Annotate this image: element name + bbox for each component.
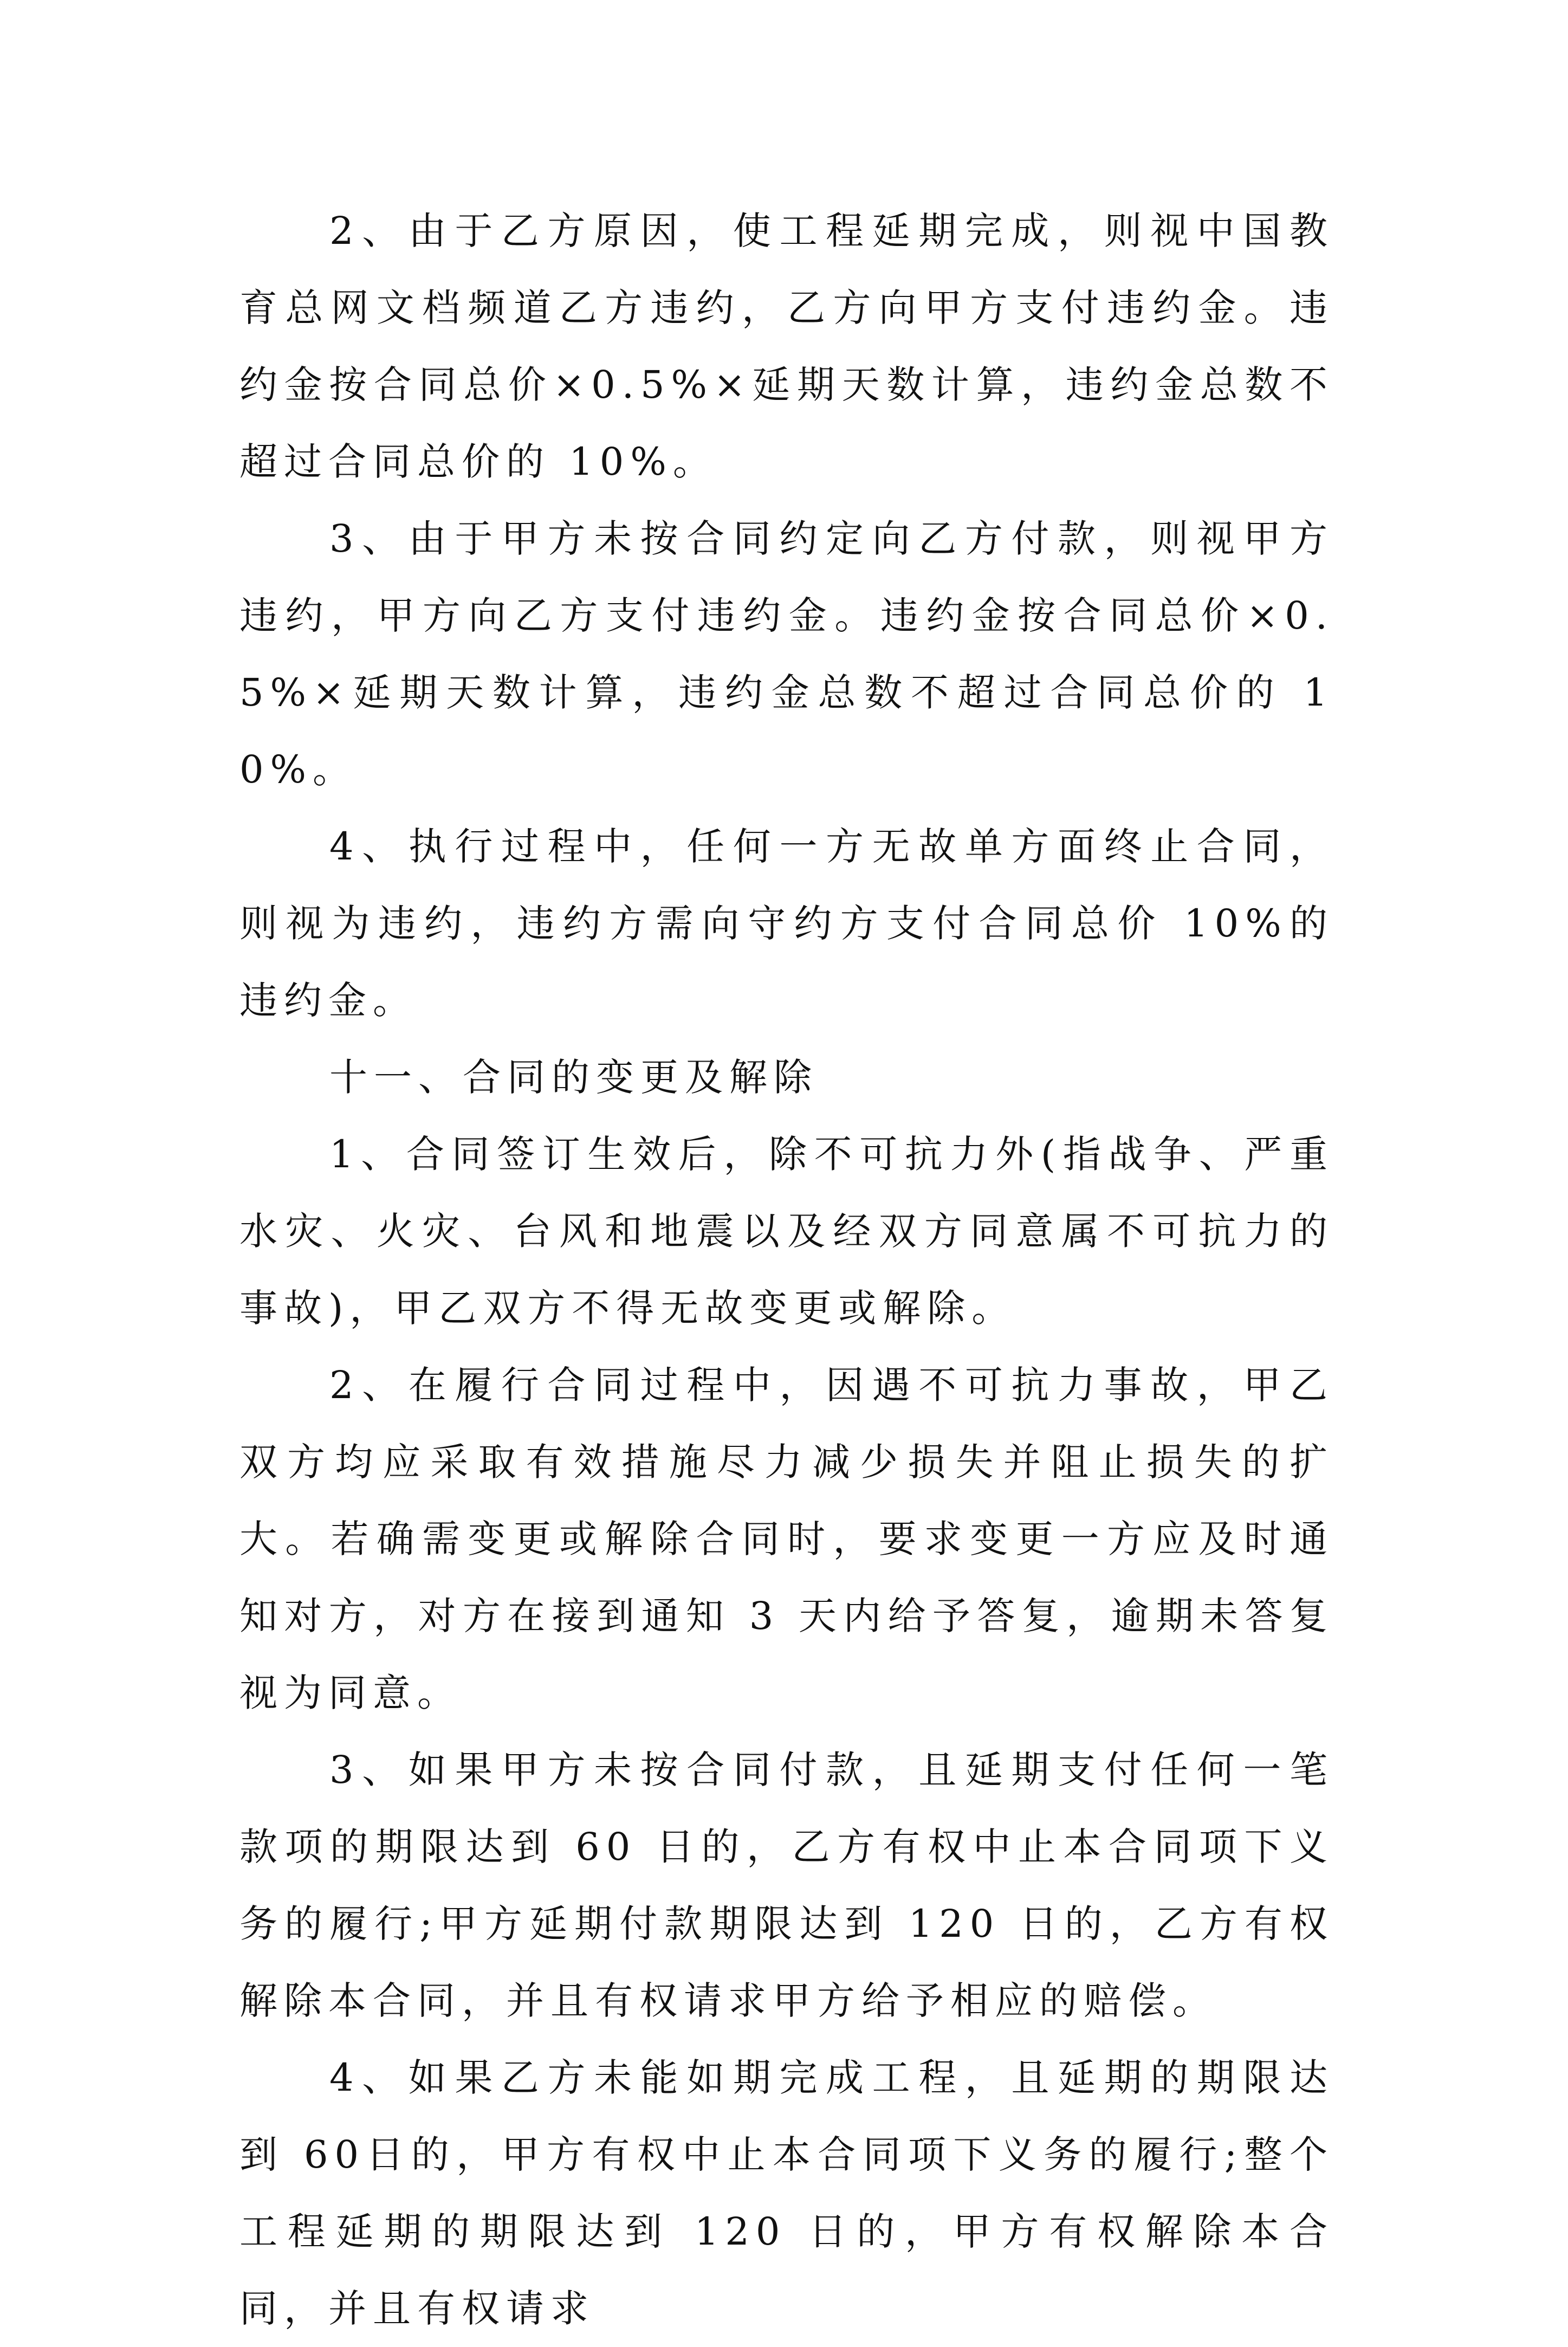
document-body: [239, 192, 1334, 2347]
section-heading-change-termination: 十一、合同的变更及解除: [329, 1055, 818, 1100]
paragraph-jia-late-payment: 3、如果甲方未按合同付款，且延期支付任何一笔款项的期限达到 60 日的，乙方有权中止本合同项下义务的履行;甲方延期付款期限达到 120 日的，乙方有权解除本合同，并且有权请求甲方给予相应的赔偿。: [239, 1748, 1334, 2023]
paragraph-force-majeure-measures: 2、在履行合同过程中，因遇不可抗力事故，甲乙双方均应采取有效措施尽力减少损失并阻止损失的扩大。若确需变更或解除合同时，要求变更一方应及时通知对方，对方在接到通知 3 天内给予答复，逾期未答复视为同意。: [239, 1363, 1334, 1715]
paragraph-force-majeure: 1、合同签订生效后，除不可抗力外(指战争、严重水灾、火灾、台风和地震以及经双方同意属不可抗力的事故)，甲乙双方不得无故变更或解除。: [239, 1132, 1334, 1330]
paragraph-penalty-jia-payment: 3、由于甲方未按合同约定向乙方付款，则视甲方违约，甲方向乙方支付违约金。违约金按合同总价×0.5%×延期天数计算，违约金总数不超过合同总价的 10%。: [239, 516, 1334, 792]
paragraph-yi-late-completion: 4、如果乙方未能如期完成工程，且延期的期限达到 60日的，甲方有权中止本合同项下义务的履行;整个工程延期的期限达到 120 日的，甲方有权解除本合同，并且有权请求: [239, 2055, 1334, 2331]
paragraph-unilateral-termination: 4、执行过程中，任何一方无故单方面终止合同，则视为违约，违约方需向守约方支付合同总价 10%的违约金。: [239, 824, 1334, 1023]
paragraph-penalty-yi-delay: 2、由于乙方原因，使工程延期完成，则视中国教育总网文档频道乙方违约，乙方向甲方支付违约金。违约金按合同总价×0.5%×延期天数计算，违约金总数不超过合同总价的 10%。: [239, 209, 1334, 484]
